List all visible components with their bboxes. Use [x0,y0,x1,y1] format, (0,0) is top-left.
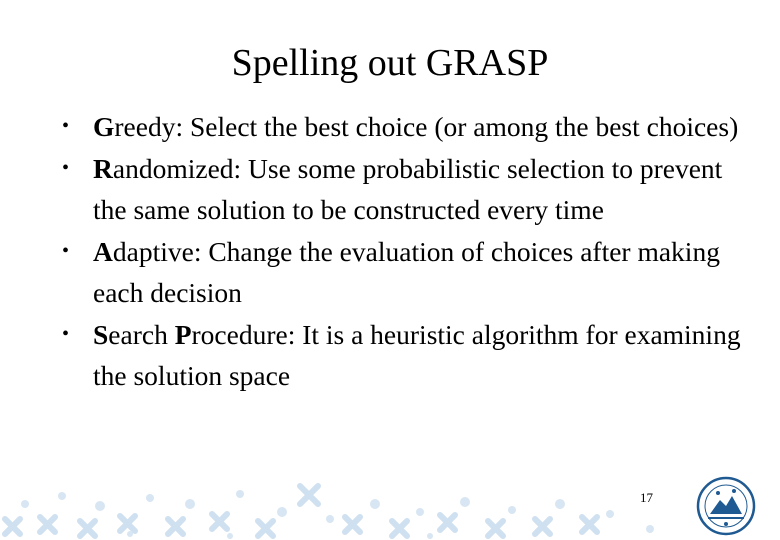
university-logo-icon [696,476,756,536]
bullet-adaptive [62,231,742,314]
slide-title: Spelling out GRASP [231,42,549,84]
bullet-dot: • [62,115,70,137]
decorative-pattern [0,474,700,540]
bullet-initial-2: P [174,318,192,350]
bullet-dot: • [62,322,70,345]
bullet-initial: S [93,318,109,350]
bullet-list [62,106,742,397]
bullet-text: reedy: Select the best choice (or among the best choices) [114,111,739,142]
bullet-dot: • [62,239,70,262]
bullet-initial: A [93,235,113,267]
bullet-greedy [62,106,742,148]
bullet-randomized [62,148,742,231]
bullet-initial: R [93,152,113,184]
bullet-text: daptive: Change the evaluation of choices after making each decision [93,235,720,308]
bullet-search-procedure [62,314,742,397]
bullet-text-2: rocedure: It is a heuristic algorithm for examining the solution space [93,318,741,391]
bullet-initial: G [93,111,115,142]
page-number: 17 [640,490,653,505]
bullet-dot: • [62,156,70,179]
bullet-text: andomized: Use some probabilistic selection to prevent the same solution to be constructed every time [93,152,723,225]
bullet-text: earch [108,318,175,350]
